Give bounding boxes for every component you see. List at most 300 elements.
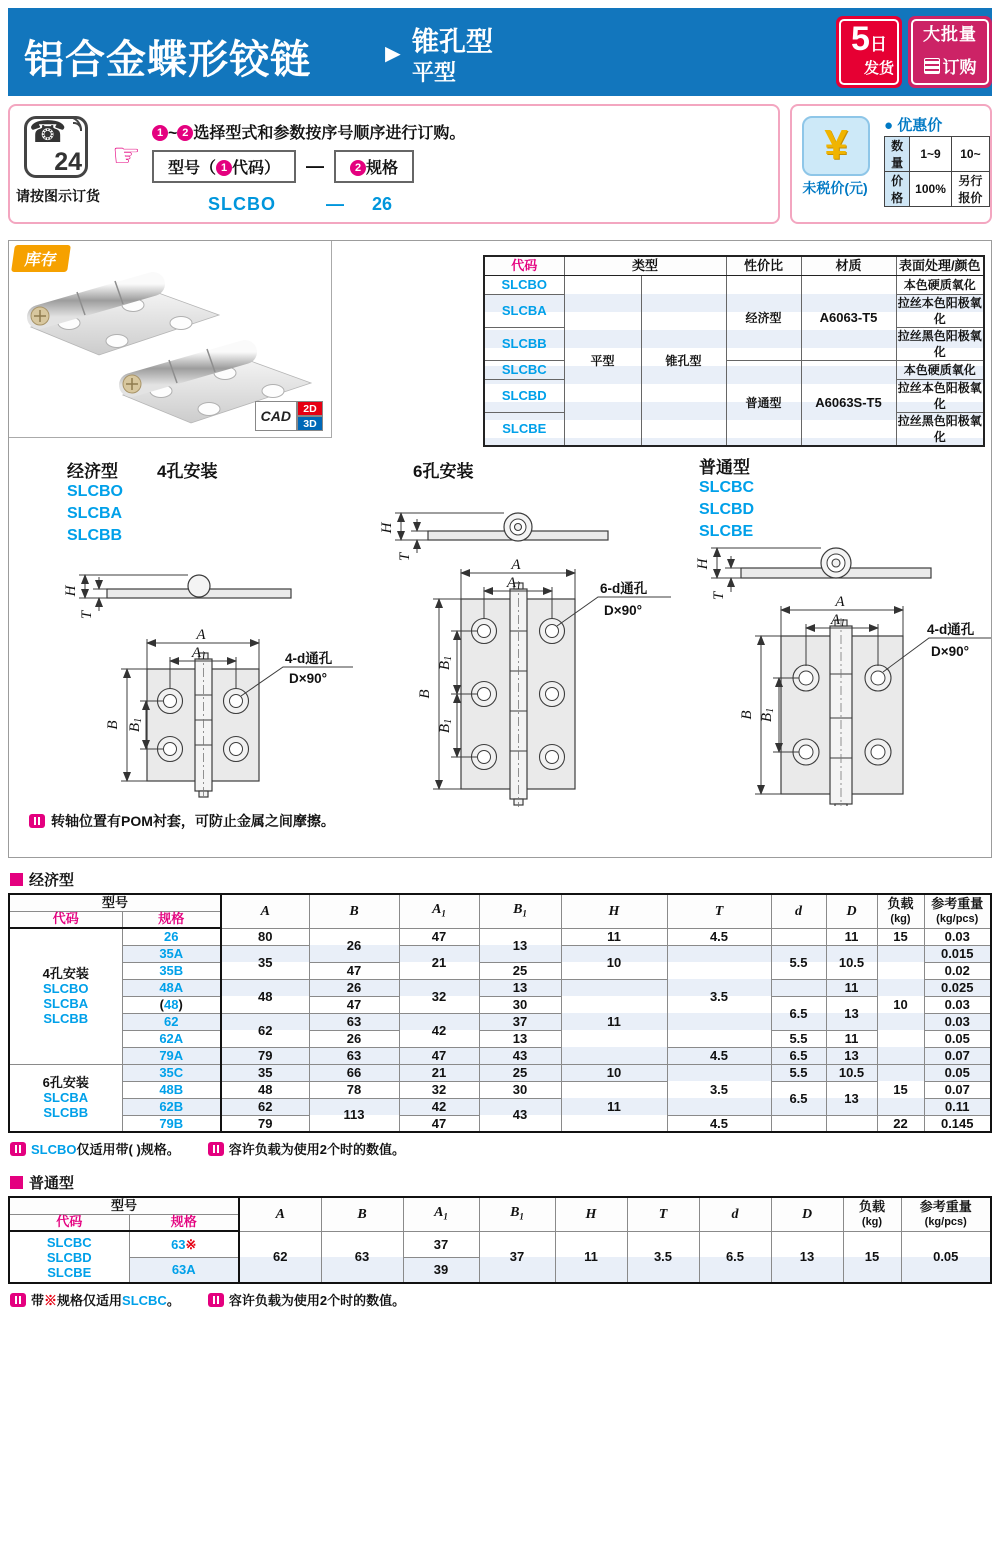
code-group-6hole bbox=[9, 1064, 122, 1132]
hole-angle-note: D×90° bbox=[931, 644, 970, 659]
group-code: SLCBO bbox=[43, 981, 89, 997]
val-d bbox=[771, 979, 826, 996]
step-1-icon: 1 bbox=[152, 125, 168, 141]
discount-title-text: 优惠价 bbox=[897, 117, 943, 134]
thead-element bbox=[9, 894, 991, 928]
span-element: B bbox=[349, 903, 359, 919]
group-code: SLCBA bbox=[43, 1090, 89, 1106]
group-code: SLCBB bbox=[43, 1105, 89, 1121]
common-code: SLCBE bbox=[699, 523, 754, 540]
tbody-element bbox=[9, 1231, 991, 1283]
val-wt: 0.05 bbox=[901, 1231, 991, 1283]
tr-element bbox=[9, 1231, 991, 1257]
hole-angle-note: D×90° bbox=[604, 603, 643, 618]
order-instruction bbox=[152, 120, 465, 143]
note-text: 容许负载为使用2个时的数值。 bbox=[228, 1293, 406, 1308]
val-d: 6.5 bbox=[771, 1081, 826, 1115]
product-photo-box bbox=[9, 241, 332, 438]
note-mark: ※ bbox=[44, 1293, 58, 1308]
val-T: 4.5 bbox=[667, 928, 771, 945]
tspan-element: 1 bbox=[840, 618, 846, 629]
note-code: SLCBO bbox=[31, 1142, 77, 1157]
note-text: 带 bbox=[31, 1293, 45, 1308]
tr-element bbox=[9, 996, 991, 1013]
tspan-element: 1 bbox=[443, 655, 454, 661]
tr-element bbox=[9, 1197, 991, 1214]
model-prefix: 型号（ bbox=[168, 160, 217, 177]
sub-element: 1 bbox=[443, 1211, 448, 1222]
span-element: 负载 bbox=[858, 1198, 885, 1214]
span-element: (kg/pcs) bbox=[924, 1215, 967, 1228]
span-element: A bbox=[260, 903, 270, 919]
mount-label: 4孔安装 bbox=[42, 966, 89, 982]
spec-header-finish: 表面处理/颜色 bbox=[896, 256, 984, 276]
page-title: 铝合金蝶形铰链 bbox=[24, 38, 311, 82]
circle-element bbox=[515, 524, 522, 531]
i-element bbox=[34, 817, 36, 825]
mount-label: 6孔安装 bbox=[42, 1075, 89, 1091]
val-A1: 47 bbox=[399, 1047, 479, 1064]
note-text: 容许负载为使用2个时的数值。 bbox=[228, 1142, 406, 1157]
i-element bbox=[15, 1296, 17, 1304]
tr-element bbox=[484, 256, 984, 276]
val-B1: 43 bbox=[479, 1047, 561, 1064]
spec-cell: 35C bbox=[122, 1064, 221, 1081]
bulk-order-bottom: 订购 bbox=[942, 58, 977, 77]
spec-code: SLCBE bbox=[484, 413, 564, 447]
val-wt: 0.03 bbox=[924, 996, 991, 1013]
group-code: SLCBA bbox=[43, 996, 89, 1012]
tspan-element: 1 bbox=[443, 718, 454, 724]
shipping-day-char: 日 bbox=[869, 35, 887, 54]
common-drawing-title: 普通型 bbox=[699, 458, 750, 477]
col-D bbox=[771, 1197, 843, 1231]
val-A1: 47 bbox=[399, 1115, 479, 1132]
val-A: 35 bbox=[221, 945, 309, 979]
spec-cell: 79A bbox=[122, 1047, 221, 1064]
val-A: 62 bbox=[221, 1013, 309, 1047]
drawing-4hole-economy bbox=[49, 559, 359, 804]
spec-code: SLCBC bbox=[484, 361, 564, 380]
hole-note-6d: 6-d通孔 bbox=[600, 581, 648, 596]
col-A1 bbox=[399, 894, 479, 928]
economy-code: SLCBB bbox=[67, 527, 123, 544]
span-element: T bbox=[658, 1206, 668, 1222]
val-wt: 0.05 bbox=[924, 1064, 991, 1081]
step-2-icon: 2 bbox=[350, 160, 366, 176]
col-model: 型号 bbox=[9, 1197, 239, 1214]
ellipse-element bbox=[262, 385, 284, 398]
cad-label[interactable]: CAD bbox=[255, 401, 297, 431]
dim-H: H bbox=[63, 585, 79, 597]
val-D: 13 bbox=[771, 1231, 843, 1283]
spec-finish: 本色硬质氧化 bbox=[896, 276, 984, 295]
val-d: 6.5 bbox=[771, 996, 826, 1030]
val-d: 5.5 bbox=[771, 945, 826, 979]
val-load: 22 bbox=[877, 1115, 924, 1132]
i-element bbox=[19, 1296, 21, 1304]
val-A: 80 bbox=[221, 928, 309, 945]
spec-cell: 26 bbox=[122, 928, 221, 945]
dim-T: T bbox=[397, 552, 413, 562]
val-D: 11 bbox=[826, 979, 877, 996]
div-element bbox=[916, 53, 984, 78]
hole-note-4d: 4-d通孔 bbox=[285, 651, 333, 666]
val-T: 4.5 bbox=[667, 1047, 771, 1064]
cad-badge[interactable] bbox=[255, 401, 323, 431]
tspan-element: 1 bbox=[516, 581, 522, 592]
note-code: SLCBC bbox=[122, 1293, 167, 1308]
val-T: 3.5 bbox=[667, 1064, 771, 1115]
val-D: 10.5 bbox=[826, 1064, 877, 1081]
common-notes bbox=[10, 1290, 405, 1309]
i-element bbox=[213, 1145, 215, 1153]
spec-code: SLCBD bbox=[484, 380, 564, 413]
tax-caption: 未税价(元) bbox=[802, 180, 868, 196]
val-B: 63 bbox=[321, 1231, 403, 1283]
section-square-icon bbox=[10, 873, 23, 886]
val-d: 5.5 bbox=[771, 1030, 826, 1047]
circle-element bbox=[546, 751, 559, 764]
val-wt: 0.015 bbox=[924, 945, 991, 962]
val-load: 15 bbox=[877, 928, 924, 945]
sub-element: 1 bbox=[519, 1211, 524, 1222]
code-group-4hole bbox=[9, 928, 122, 1064]
group-code: SLCBE bbox=[47, 1264, 92, 1280]
val-wt: 0.03 bbox=[924, 928, 991, 945]
tr-element bbox=[9, 979, 991, 996]
sub-element: 1 bbox=[441, 908, 446, 919]
stock-badge: 库存 bbox=[11, 245, 71, 272]
note-icon bbox=[208, 1293, 224, 1307]
common-section-header bbox=[10, 1172, 74, 1193]
page-header bbox=[8, 8, 992, 96]
val-A: 48 bbox=[221, 979, 309, 1013]
economy-table bbox=[8, 893, 992, 1133]
spec-cell: 48A bbox=[122, 979, 221, 996]
val-B1: 30 bbox=[479, 996, 561, 1013]
economy-note-1 bbox=[10, 1139, 180, 1158]
spec-material-economy: A6063-T5 bbox=[801, 276, 896, 361]
spec-code: SLCBA bbox=[484, 295, 564, 328]
price-1: 100% bbox=[910, 172, 952, 207]
col-B bbox=[309, 894, 399, 928]
arrow-icon: ► bbox=[380, 38, 406, 68]
val-B: 26 bbox=[309, 928, 399, 962]
circle-element bbox=[230, 743, 243, 756]
bullet-icon: ● bbox=[884, 117, 894, 134]
val-load: 15 bbox=[877, 1064, 924, 1115]
price-box bbox=[790, 104, 992, 224]
circle-element bbox=[871, 671, 885, 685]
col-B bbox=[321, 1197, 403, 1231]
span-element: B bbox=[510, 1204, 520, 1220]
spec-material-common: A6063S-T5 bbox=[801, 361, 896, 447]
economy-note-2 bbox=[208, 1139, 405, 1158]
dim-B1 bbox=[437, 656, 454, 670]
circle-element bbox=[164, 743, 177, 756]
val-D: 10.5 bbox=[826, 945, 877, 979]
spec-box bbox=[334, 150, 414, 183]
val-A1: 21 bbox=[399, 1064, 479, 1081]
economy-code: SLCBO bbox=[67, 483, 123, 500]
shipping-badge bbox=[836, 16, 902, 88]
col-load bbox=[843, 1197, 901, 1231]
tbody-element bbox=[885, 137, 990, 207]
col-d bbox=[699, 1197, 771, 1231]
spec-cell: 48B bbox=[122, 1081, 221, 1098]
tr-element bbox=[885, 172, 990, 207]
circle-element bbox=[832, 559, 840, 567]
val-D: 11 bbox=[826, 928, 877, 945]
pointing-finger-icon: ☞ bbox=[112, 137, 141, 173]
dim-B1 bbox=[437, 719, 454, 733]
val-B: 78 bbox=[309, 1081, 399, 1098]
val-A1: 32 bbox=[399, 979, 479, 1013]
val-T: 4.5 bbox=[667, 1115, 771, 1132]
economy-section-header bbox=[10, 869, 74, 890]
val-B1: 37 bbox=[479, 1013, 561, 1030]
val-A: 35 bbox=[221, 1064, 309, 1081]
val-H: 11 bbox=[561, 979, 667, 1064]
spec-cell: 62 bbox=[122, 1013, 221, 1030]
spec-finish: 拉丝黑色阳极氧化 bbox=[896, 328, 984, 361]
span-element: ( bbox=[159, 997, 165, 1012]
span-element: D bbox=[846, 903, 857, 919]
tspan-element: B bbox=[127, 722, 143, 733]
val-A: 79 bbox=[221, 1047, 309, 1064]
dim-A: A bbox=[835, 594, 845, 610]
tspan-element: A bbox=[506, 575, 517, 591]
drawing-4hole-common bbox=[689, 506, 999, 806]
yen-icon: ¥ bbox=[802, 116, 870, 176]
mount4-label: 4孔安装 bbox=[157, 462, 218, 481]
span-element: D bbox=[801, 1206, 813, 1222]
dim-T: T bbox=[711, 591, 727, 601]
val-B1: 25 bbox=[479, 962, 561, 979]
val-T: 3.5 bbox=[627, 1231, 699, 1283]
cad-2d-button[interactable]: 2D bbox=[297, 401, 323, 416]
spec-type-flat: 平型 bbox=[564, 276, 641, 447]
val-A1: 47 bbox=[399, 928, 479, 945]
col-A bbox=[221, 894, 309, 928]
val-d: 6.5 bbox=[771, 1047, 826, 1064]
group-code: SLCBC bbox=[46, 1234, 92, 1250]
val-wt: 0.07 bbox=[924, 1047, 991, 1064]
val-d: 6.5 bbox=[699, 1231, 771, 1283]
spec-cell bbox=[129, 1231, 239, 1257]
order-list-icon bbox=[924, 58, 940, 74]
price-table bbox=[884, 136, 990, 207]
span-element: 63 bbox=[171, 1236, 186, 1252]
val-B1: 25 bbox=[479, 1064, 561, 1081]
common-code: SLCBC bbox=[699, 479, 755, 496]
tr-element bbox=[9, 928, 991, 945]
shipping-days: 5 bbox=[851, 20, 870, 58]
ellipse-element bbox=[170, 317, 192, 330]
bulk-order-top: 大批量 bbox=[923, 25, 977, 44]
span-element: H bbox=[608, 903, 620, 919]
val-B: 26 bbox=[309, 1030, 399, 1047]
val-B1: 13 bbox=[479, 928, 561, 962]
model-code-box bbox=[152, 150, 296, 183]
tbody-element bbox=[484, 276, 984, 447]
tspan-element: B bbox=[759, 712, 775, 723]
col-model: 型号 bbox=[9, 894, 221, 911]
cad-3d-button[interactable]: 3D bbox=[297, 416, 323, 431]
spec-type-cone: 锥孔型 bbox=[641, 276, 726, 447]
val-T: 3.5 bbox=[667, 945, 771, 1047]
col-T bbox=[667, 894, 771, 928]
val-B: 66 bbox=[309, 1064, 399, 1081]
col-T bbox=[627, 1197, 699, 1231]
span-element: (kg) bbox=[861, 1215, 883, 1228]
tr-element bbox=[484, 361, 984, 380]
common-note-1 bbox=[10, 1290, 180, 1309]
col-load bbox=[877, 894, 924, 928]
example-dash: — bbox=[326, 194, 344, 214]
val-wt: 0.07 bbox=[924, 1081, 991, 1098]
spec-header-type: 类型 bbox=[564, 256, 726, 276]
common-table bbox=[8, 1196, 992, 1284]
economy-section-title: 经济型 bbox=[29, 872, 75, 889]
shipping-badge-inner bbox=[839, 19, 899, 85]
model-suffix: 代码） bbox=[232, 160, 281, 177]
val-wt: 0.05 bbox=[924, 1030, 991, 1047]
span-element: A bbox=[275, 1206, 285, 1222]
span-element: 48 bbox=[164, 997, 179, 1012]
hole-angle-note: D×90° bbox=[289, 671, 328, 686]
val-D bbox=[826, 1115, 877, 1132]
signal-arc-icon bbox=[67, 116, 82, 131]
span-element: (kg/pcs) bbox=[936, 912, 979, 925]
phone-caption: 请按图示订货 bbox=[16, 188, 100, 204]
dim-B: B bbox=[739, 710, 755, 720]
val-wt: 0.145 bbox=[924, 1115, 991, 1132]
spec-grade-common: 普通型 bbox=[726, 361, 801, 447]
note-text: 规格仅适用 bbox=[57, 1293, 123, 1308]
span-element bbox=[31, 1290, 180, 1309]
mount6-label: 6孔安装 bbox=[413, 462, 474, 481]
spec-cell: 35A bbox=[122, 945, 221, 962]
spec-grade-economy: 经济型 bbox=[726, 276, 801, 361]
spec-cell: 63A bbox=[129, 1257, 239, 1283]
circle-element bbox=[478, 625, 491, 638]
span-element: A bbox=[434, 1204, 444, 1220]
val-B: 47 bbox=[309, 996, 399, 1013]
val-A: 48 bbox=[221, 1081, 309, 1098]
section-square-icon bbox=[10, 1176, 23, 1189]
val-B: 47 bbox=[309, 962, 399, 979]
val-B: 113 bbox=[309, 1098, 399, 1132]
val-A1: 39 bbox=[403, 1257, 479, 1283]
dim-B: B bbox=[105, 720, 121, 730]
span-element bbox=[31, 1139, 180, 1158]
val-B: 63 bbox=[309, 1047, 399, 1064]
qty-range-2: 10~ bbox=[951, 137, 989, 172]
val-B: 63 bbox=[309, 1013, 399, 1030]
tbody-element bbox=[9, 1064, 991, 1132]
circle-element bbox=[799, 745, 813, 759]
ellipse-element bbox=[198, 403, 220, 416]
common-code: SLCBD bbox=[699, 501, 755, 518]
val-A: 79 bbox=[221, 1115, 309, 1132]
tr-element bbox=[9, 1047, 991, 1064]
hinge-photo-1 bbox=[31, 281, 219, 355]
col-A1 bbox=[403, 1197, 479, 1231]
dim-B1 bbox=[759, 708, 776, 722]
spec-cell bbox=[122, 996, 221, 1013]
thead-element bbox=[484, 256, 984, 276]
val-B1: 13 bbox=[479, 979, 561, 996]
group-code: SLCBB bbox=[43, 1011, 89, 1027]
tr-element bbox=[885, 137, 990, 172]
pom-note bbox=[29, 811, 335, 831]
tr-element bbox=[9, 1081, 991, 1098]
spec-label: 规格 bbox=[366, 160, 399, 177]
val-d bbox=[771, 1115, 826, 1132]
span-element: d bbox=[795, 903, 802, 919]
dim-T: T bbox=[79, 610, 95, 620]
val-wt: 0.02 bbox=[924, 962, 991, 979]
val-H: 11 bbox=[561, 1081, 667, 1132]
drawing-6hole bbox=[353, 481, 683, 811]
dim-A1 bbox=[191, 645, 206, 662]
span-element: d bbox=[731, 1206, 739, 1222]
tr-element bbox=[9, 1064, 991, 1081]
circle-element bbox=[799, 671, 813, 685]
tspan-element: 1 bbox=[133, 717, 144, 723]
spec-finish: 拉丝本色阳极氧化 bbox=[896, 295, 984, 328]
val-wt: 0.025 bbox=[924, 979, 991, 996]
span-element: 参考重量 bbox=[919, 1198, 972, 1214]
tspan-element: 1 bbox=[765, 707, 776, 713]
i-element bbox=[19, 1145, 21, 1153]
shape-label: 平型 bbox=[412, 60, 457, 85]
col-spec: 规格 bbox=[129, 1214, 239, 1231]
val-B1: 43 bbox=[479, 1098, 561, 1132]
span-element: ※ bbox=[185, 1236, 197, 1252]
val-A1: 21 bbox=[399, 945, 479, 979]
sub-element: 1 bbox=[522, 908, 527, 919]
tilde: ~ bbox=[168, 125, 178, 142]
circle-element bbox=[164, 695, 177, 708]
note-icon bbox=[29, 814, 45, 828]
spec-cell: 79B bbox=[122, 1115, 221, 1132]
span-element: ) bbox=[178, 997, 183, 1012]
i-element bbox=[38, 817, 40, 825]
circle-element bbox=[478, 688, 491, 701]
pom-note-text: 转轴位置有POM衬套，可防止金属之间摩擦。 bbox=[51, 813, 335, 829]
telephone-icon: ☎ bbox=[29, 116, 67, 149]
common-note-2 bbox=[208, 1290, 405, 1309]
span-element: A bbox=[432, 901, 442, 917]
tr-element bbox=[9, 1030, 991, 1047]
div-element bbox=[297, 401, 323, 431]
format-dash: — bbox=[306, 156, 325, 176]
val-B1: 30 bbox=[479, 1081, 561, 1098]
circle-element bbox=[546, 688, 559, 701]
val-A1: 37 bbox=[403, 1231, 479, 1257]
val-wt: 0.03 bbox=[924, 1013, 991, 1030]
dim-H: H bbox=[695, 558, 711, 570]
tbody-element bbox=[9, 928, 991, 1064]
bulk-order-badge-inner bbox=[911, 19, 989, 85]
col-d bbox=[771, 894, 826, 928]
spec-header-code: 代码 bbox=[484, 256, 564, 276]
dim-B: B bbox=[417, 689, 433, 699]
discount-title bbox=[884, 114, 942, 135]
